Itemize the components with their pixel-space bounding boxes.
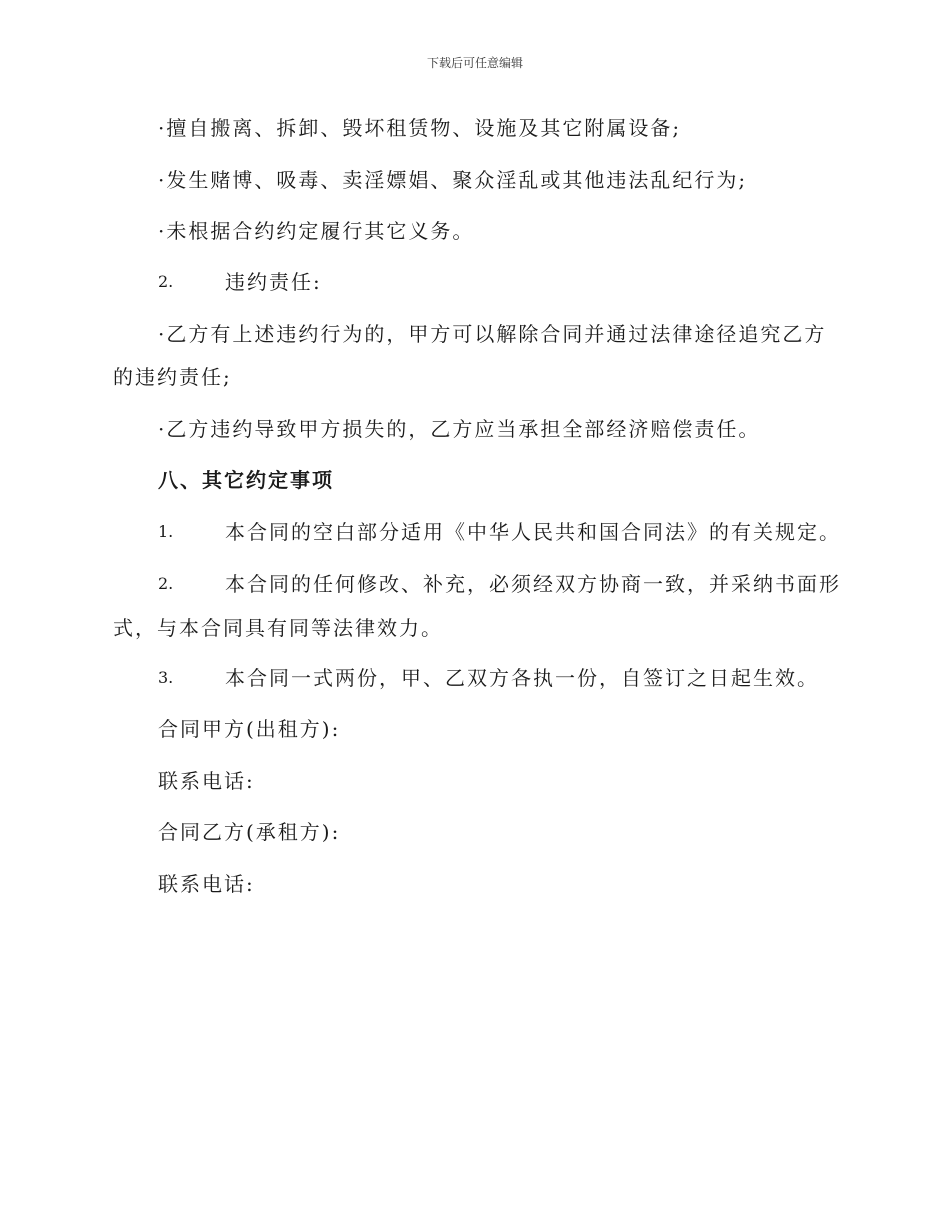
clause-text-2-continuation: 式，与本合同具有同等法律效力。 — [113, 616, 443, 640]
liability-bullet-1: ·乙方有上述违约行为的，甲方可以解除合同并通过法律途径追究乙方 — [158, 322, 827, 346]
page-header-note: 下载后可任意编辑 — [426, 56, 523, 70]
item-number-2b: 2. — [158, 574, 174, 593]
clause-text-2: 本合同的任何修改、补充，必须经双方协商一致，并采纳书面形 — [225, 572, 841, 596]
item-number-3: 3. — [158, 668, 174, 687]
liability-label: 违约责任: — [225, 270, 322, 294]
breach-bullet-3: ·未根据合约约定履行其它义务。 — [158, 219, 475, 243]
party-b-label: 合同乙方(承租方): — [158, 820, 341, 844]
party-a-label: 合同甲方(出租方): — [158, 717, 341, 741]
clause-text-1: 本合同的空白部分适用《中华人民共和国合同法》的有关规定。 — [225, 520, 841, 544]
breach-bullet-1: ·擅自搬离、拆卸、毁坏租赁物、设施及其它附属设备; — [158, 116, 682, 140]
clause-text-3: 本合同一式两份，甲、乙双方各执一份，自签订之日起生效。 — [225, 666, 819, 690]
breach-bullet-2: ·发生赌博、吸毒、卖淫嫖娼、聚众淫乱或其他违法乱纪行为; — [158, 168, 748, 192]
party-a-phone-label: 联系电话: — [158, 769, 255, 793]
item-number-1: 1. — [158, 522, 174, 541]
liability-bullet-2: ·乙方违约导致甲方损失的，乙方应当承担全部经济赔偿责任。 — [158, 417, 761, 441]
item-number-2: 2. — [158, 272, 174, 291]
liability-bullet-1-continuation: 的违约责任; — [113, 365, 232, 389]
section-heading: 八、其它约定事项 — [158, 468, 334, 492]
party-b-phone-label: 联系电话: — [158, 872, 255, 896]
